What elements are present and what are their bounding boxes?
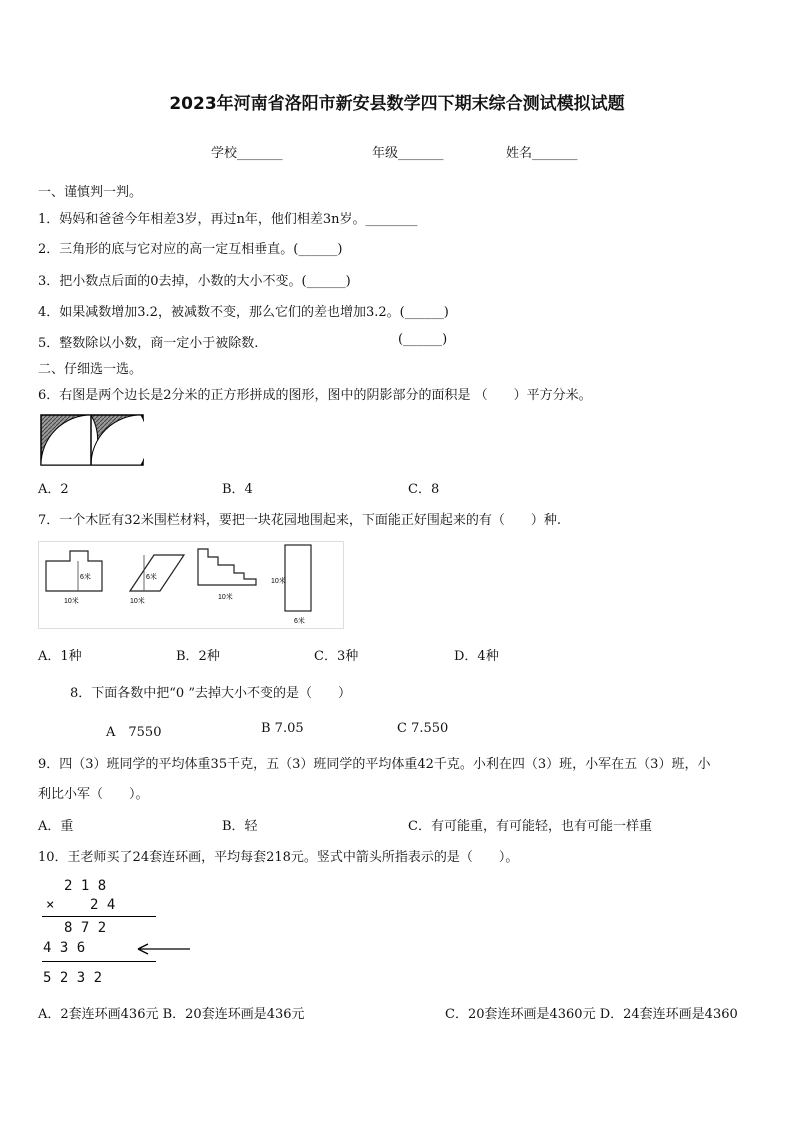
name-field: 姓名_______ <box>506 146 578 161</box>
grade-field: 年级_______ <box>372 146 444 161</box>
fig2-height-label: 6米 <box>146 574 157 581</box>
fig1-width-label: 10米 <box>64 598 79 605</box>
q8-option-c: C 7.550 <box>397 721 449 736</box>
question-9-line1: 9．四（3）班同学的平均体重35千克，五（3）班同学的平均体重42千克。小利在四（3）班，小军在五（3）班，小 <box>38 757 711 772</box>
q7-option-b: B．2种 <box>176 649 220 664</box>
question-5-blank: (______) <box>398 332 448 347</box>
calc-row-product: 5 2 3 2 <box>43 970 103 986</box>
q6-option-c: C．8 <box>408 482 440 497</box>
page-title: 2023年河南省洛阳市新安县数学四下期末综合测试模拟试题 <box>169 94 625 114</box>
q8-option-a: A 7550 <box>106 725 162 740</box>
q10-options-cd: C．20套连环画是4360元 D．24套连环画是4360 <box>445 1007 738 1022</box>
question-1: 1．妈妈和爸爸今年相差3岁，再过n年，他们相差3n岁。________ <box>38 212 418 227</box>
q7-option-a: A．1种 <box>38 649 82 664</box>
fig4-width-label: 6米 <box>294 618 305 625</box>
question-8: 8．下面各数中把“0 ”去掉大小不变的是（ ） <box>70 686 351 701</box>
question-5: 5．整数除以小数，商一定小于被除数. <box>38 336 259 351</box>
fence-shapes-figure <box>38 541 344 629</box>
question-6: 6．右图是两个边长是2分米的正方形拼成的图形，图中的阴影部分的面积是 （ ）平方分米。 <box>38 388 592 403</box>
question-4: 4．如果减数增加3.2，被减数不变，那么它们的差也增加3.2。(______) <box>38 305 449 320</box>
fig3-width-label: 10米 <box>218 594 233 601</box>
q6-option-b: B．4 <box>222 482 253 497</box>
q7-option-c: C．3种 <box>314 649 359 664</box>
calc-row-multiplier: 2 4 <box>90 897 116 913</box>
fig1-height-label: 6米 <box>80 574 91 581</box>
calc-row-partial-1: 8 7 2 <box>64 920 107 936</box>
fig2-width-label: 10米 <box>130 598 145 605</box>
section1-heading: 一、谨慎判一判。 <box>38 185 143 200</box>
left-arrow-icon <box>136 942 192 956</box>
q9-option-c: C．有可能重，有可能轻，也有可能一样重 <box>408 819 652 834</box>
question-7: 7．一个木匠有32米围栏材料，要把一块花园地围起来，下面能正好围起来的有（ ）种. <box>38 513 561 528</box>
school-field: 学校_______ <box>211 146 283 161</box>
calc-row-partial-2: 4 3 6 <box>43 940 86 956</box>
fig4-height-label: 10米 <box>271 578 286 585</box>
q7-option-d: D．4种 <box>454 649 499 664</box>
section2-heading: 二、仔细选一选。 <box>38 362 143 377</box>
calc-row-multiplicand: 2 1 8 <box>64 878 107 894</box>
calc-rule-2 <box>42 961 156 962</box>
calc-times-sign: × <box>46 897 55 913</box>
shaded-squares-figure <box>40 414 144 466</box>
q9-option-b: B．轻 <box>222 819 258 834</box>
q6-option-a: A．2 <box>38 482 69 497</box>
question-10: 10．王老师买了24套连环画，平均每套218元。竖式中箭头所指表示的是（ ）。 <box>38 850 519 865</box>
q8-option-b: B 7.05 <box>261 721 304 736</box>
q10-options-ab: A．2套连环画436元 B．20套连环画是436元 <box>38 1007 305 1022</box>
question-9-line2: 利比小军（ ）。 <box>38 787 149 802</box>
calc-rule-1 <box>42 916 156 917</box>
question-3: 3．把小数点后面的0去掉，小数的大小不变。(______) <box>38 274 351 289</box>
q9-option-a: A．重 <box>38 819 74 834</box>
question-2: 2．三角形的底与它对应的高一定互相垂直。(______) <box>38 242 343 257</box>
